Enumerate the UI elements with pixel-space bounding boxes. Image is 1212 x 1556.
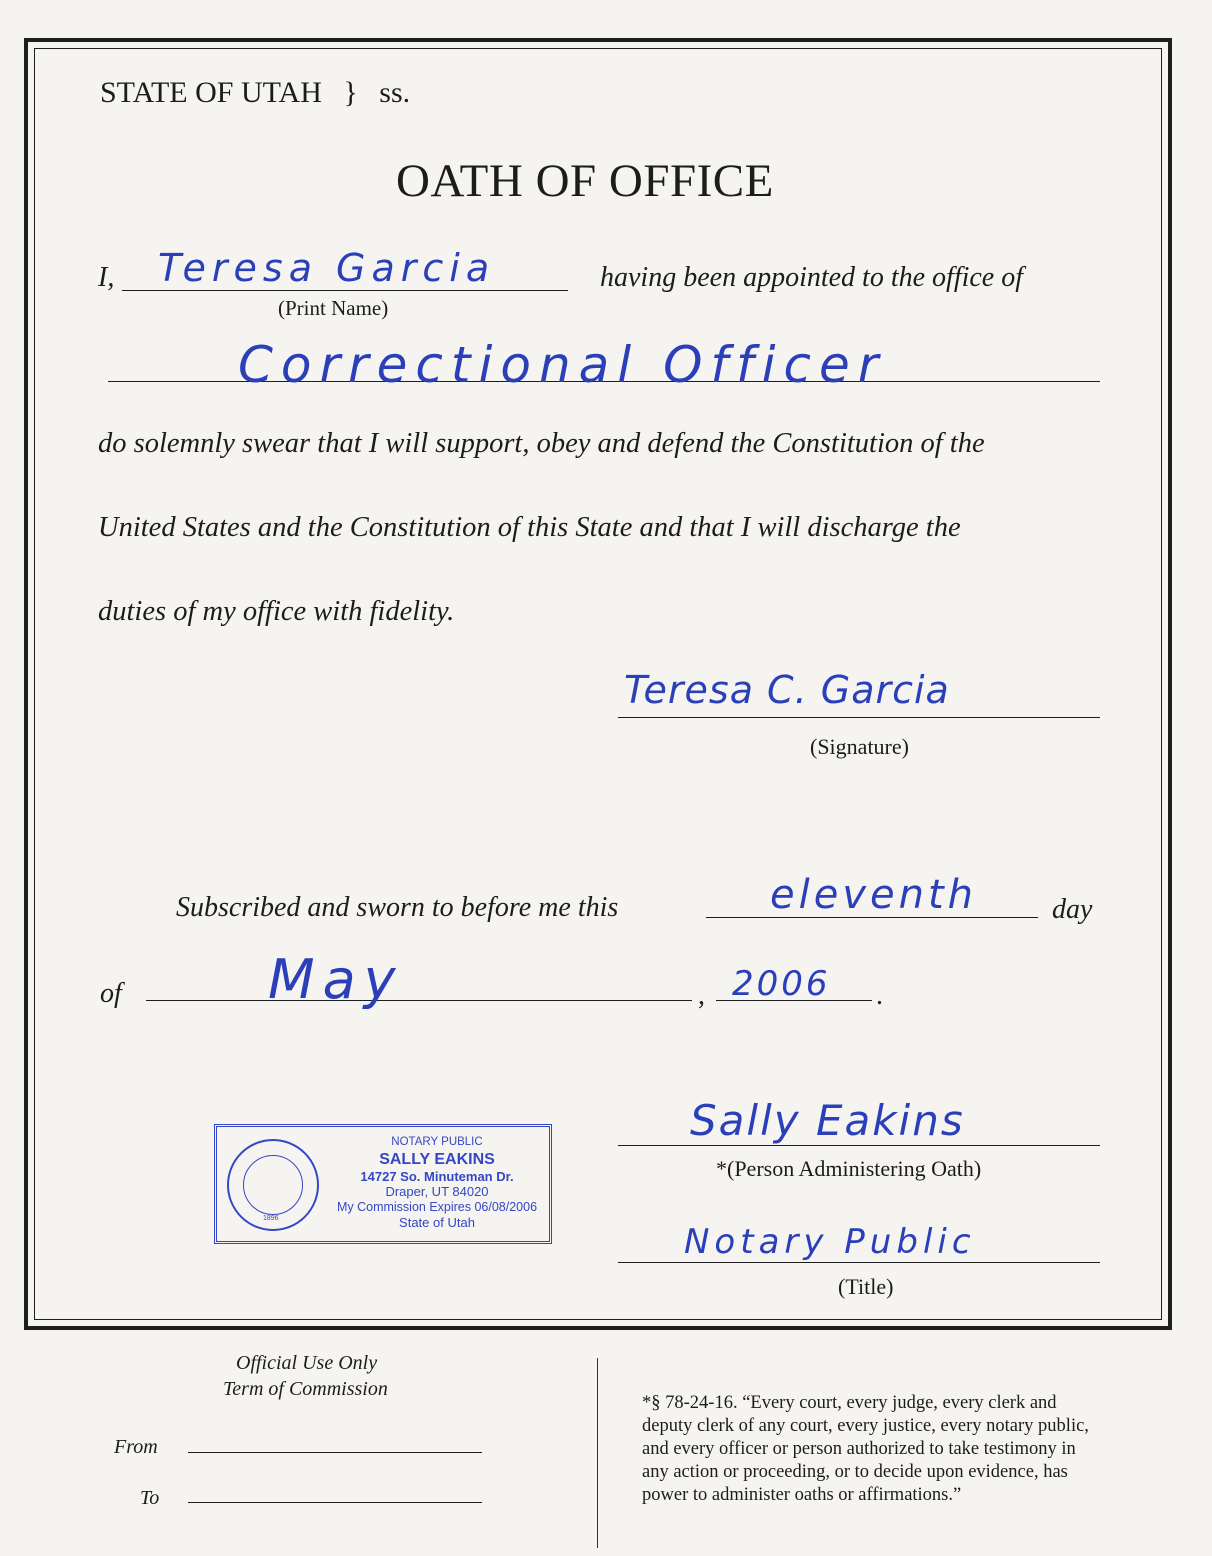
administrator-caption: *(Person Administering Oath) <box>716 1156 982 1181</box>
appointed-text: having been appointed to the office of <box>600 262 1024 293</box>
of-word: of <box>100 978 122 1009</box>
seal-center <box>243 1155 303 1215</box>
signature-line <box>618 717 1100 718</box>
oath-signature: Teresa C. Garcia <box>624 668 950 712</box>
oath-prefix: I, <box>98 262 115 293</box>
administrator-line <box>618 1145 1100 1146</box>
footnote-line-3: and every officer or person authorized to take testimony in <box>642 1439 1076 1459</box>
inner-border <box>34 48 1162 1320</box>
term-of-commission-heading: Term of Commission <box>223 1378 388 1400</box>
notary-stamp <box>214 1124 552 1244</box>
to-line <box>188 1502 482 1503</box>
stamp-line-3: 14727 So. Minuteman Dr. <box>360 1168 514 1184</box>
stamp-line-5: My Commission Expires 06/08/2006 <box>336 1199 538 1214</box>
state-seal-icon <box>227 1139 319 1231</box>
print-name-line <box>122 290 568 291</box>
administrator-signature: Sally Eakins <box>690 1096 965 1145</box>
footnote <box>642 1392 1089 1507</box>
stamp-line-4: Draper, UT 84020 <box>385 1184 489 1199</box>
day-value: eleventh <box>770 872 977 918</box>
print-name-value: Teresa Garcia <box>158 246 496 290</box>
footer-divider <box>597 1358 598 1548</box>
date-period: . <box>876 980 883 1011</box>
ss-abbrev: ss. <box>379 76 411 109</box>
footnote-line-1: *§ 78-24-16. “Every court, every judge, every clerk and <box>642 1393 1057 1413</box>
state-name: STATE OF UTAH <box>100 76 322 109</box>
from-line <box>188 1452 482 1453</box>
office-value: Correctional Officer <box>238 336 887 394</box>
oath-body-line-1: do solemnly swear that I will support, obey and defend the Constitution of the <box>98 428 985 459</box>
from-label: From <box>114 1436 158 1458</box>
footnote-line-4: any action or proceeding, or to decide upon evidence, has <box>642 1462 1068 1482</box>
day-word: day <box>1052 894 1093 925</box>
oath-body-line-2: United States and the Constitution of this State and that I will discharge the <box>98 512 961 543</box>
stamp-line-2: SALLY EAKINS <box>379 1150 495 1168</box>
footnote-line-5: power to administer oaths or affirmations.” <box>642 1485 962 1505</box>
official-use-heading: Official Use Only <box>236 1352 378 1374</box>
oath-body-line-3: duties of my office with fidelity. <box>98 596 455 627</box>
year-value: 2006 <box>732 964 831 1004</box>
signature-caption: (Signature) <box>810 734 909 759</box>
title-line <box>618 1262 1100 1263</box>
state-heading <box>100 76 410 110</box>
stamp-line-1: NOTARY PUBLIC <box>391 1136 483 1148</box>
to-label: To <box>140 1487 160 1509</box>
stamp-text-block <box>325 1135 549 1231</box>
brace: } <box>343 76 358 109</box>
seal-year: 1896 <box>263 1215 279 1222</box>
title-caption: (Title) <box>838 1274 894 1299</box>
page-title: OATH OF OFFICE <box>396 155 774 207</box>
print-name-caption: (Print Name) <box>278 296 389 320</box>
footnote-line-2: deputy clerk of any court, every justice, every notary public, <box>642 1416 1089 1436</box>
month-value: May <box>268 948 404 1011</box>
subscribed-text: Subscribed and sworn to before me this <box>176 892 619 923</box>
date-comma: , <box>698 980 705 1011</box>
title-value: Notary Public <box>684 1222 976 1262</box>
stamp-line-6: State of Utah <box>399 1215 475 1230</box>
month-line <box>146 1000 692 1001</box>
